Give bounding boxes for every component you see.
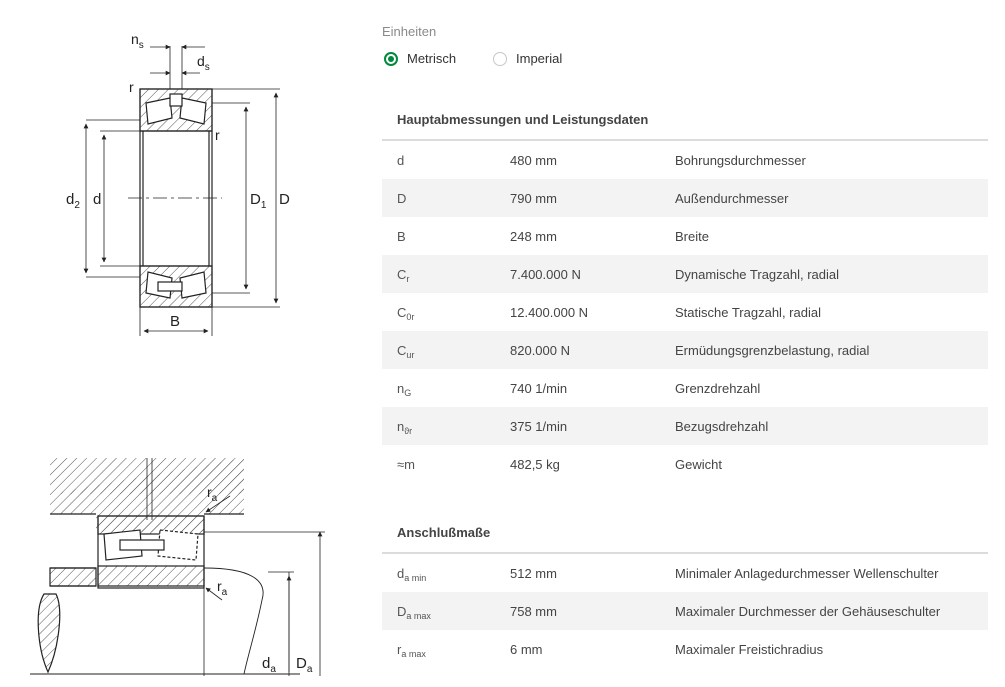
label-D: D [279,191,290,208]
radio-imperial-indicator[interactable] [493,52,507,66]
radio-metric[interactable] [384,51,456,66]
label-d: d [93,191,102,208]
table-row [382,445,988,483]
row-description: Ermüdungsgrenzbelastung, radial [675,331,988,369]
row-symbol [382,331,510,369]
row-symbol [382,217,510,255]
symbol-text: D [397,190,407,206]
row-value: 375 1/min [510,407,675,445]
symbol-subscript: a min [404,572,427,583]
row-description: Statische Tragzahl, radial [675,304,821,320]
row-symbol [382,255,510,293]
symbol-subscript: r [406,273,410,284]
symbol-subscript: a max [401,648,426,659]
symbol-text: d [397,565,405,581]
table-row [382,630,988,668]
symbol-subscript: a max [406,610,431,621]
row-value: 790 mm [510,179,675,217]
main-dimensions-table [382,141,988,483]
radio-imperial[interactable] [493,51,562,66]
row-symbol [382,179,510,217]
radio-metric-label: Metrisch [407,51,457,66]
symbol-text: n [397,380,405,396]
radio-metric-indicator[interactable] [384,52,398,66]
table-row [382,331,988,369]
mounting-drawing [30,458,325,676]
table-row [382,407,988,445]
symbol-subscript: ϑr [404,425,413,436]
main-dimensions-title: Hauptabmessungen und Leistungsdaten [397,112,649,127]
row-value: 512 mm [510,565,557,581]
row-symbol [382,141,510,179]
row-description: Außendurchmesser [675,179,988,217]
symbol-text: d [397,152,405,168]
label-d2: $d_2$ [66,191,80,211]
symbol-subscript: ur [406,349,415,360]
symbol-text: r [397,641,402,657]
row-description: Maximaler Durchmesser der Gehäuseschulter [675,592,988,630]
row-symbol [382,445,510,483]
row-symbol [382,407,510,445]
label-da: $d_a$ [262,655,276,675]
row-value: 740 1/min [510,380,568,396]
abutment-table [382,554,988,668]
label-ds: $d_s$ [197,53,210,73]
row-description: Dynamische Tragzahl, radial [675,255,988,293]
symbol-text: ≈m [397,456,415,472]
symbol-text: n [397,418,405,434]
row-description: Grenzdrehzahl [675,380,761,396]
table-row [382,179,988,217]
label-D1: $D_1$ [250,191,267,211]
label-r-side: r [215,127,220,143]
table-row [382,255,988,293]
label-ra-bottom: $r_a$ [217,578,228,598]
row-description: Maximaler Freistichradius [675,641,824,657]
symbol-text: D [397,603,407,619]
row-value: 12.400.000 N [510,304,589,320]
radio-imperial-label: Imperial [516,51,563,66]
row-value: 7.400.000 N [510,255,675,293]
row-description: Gewicht [675,456,722,472]
units-title: Einheiten [382,24,437,39]
label-r-top: r [129,79,134,95]
row-value: 482,5 kg [510,456,560,472]
row-symbol [382,630,510,668]
row-symbol [382,554,510,592]
row-symbol [382,293,510,331]
row-value: 6 mm [510,641,543,657]
symbol-text: C [397,304,407,320]
label-Da: $D_a$ [296,655,313,675]
row-value: 758 mm [510,592,675,630]
row-symbol [382,592,510,630]
label-ns: $n_s$ [131,31,144,51]
row-symbol [382,369,510,407]
label-B: B [170,313,181,330]
table-row [382,592,988,630]
symbol-text: C [397,266,407,282]
table-row [382,141,988,179]
row-description: Minimaler Anlagedurchmesser Wellenschulter [675,565,939,581]
symbol-text: C [397,342,407,358]
row-description: Bohrungsdurchmesser [675,152,806,168]
bearing-drawings [0,0,370,687]
table-row [382,217,988,255]
label-ra-top: $r_a$ [207,484,218,504]
symbol-subscript: 0r [406,311,415,322]
symbol-text: B [397,228,406,244]
row-description: Breite [675,228,709,244]
row-value: 480 mm [510,152,557,168]
table-row [382,554,988,592]
row-value: 248 mm [510,228,557,244]
table-row [382,293,988,331]
abutment-title: Anschlußmaße [397,525,491,540]
symbol-subscript: G [404,387,412,398]
table-row [382,369,988,407]
row-value: 820.000 N [510,331,675,369]
row-description: Bezugsdrehzahl [675,407,988,445]
